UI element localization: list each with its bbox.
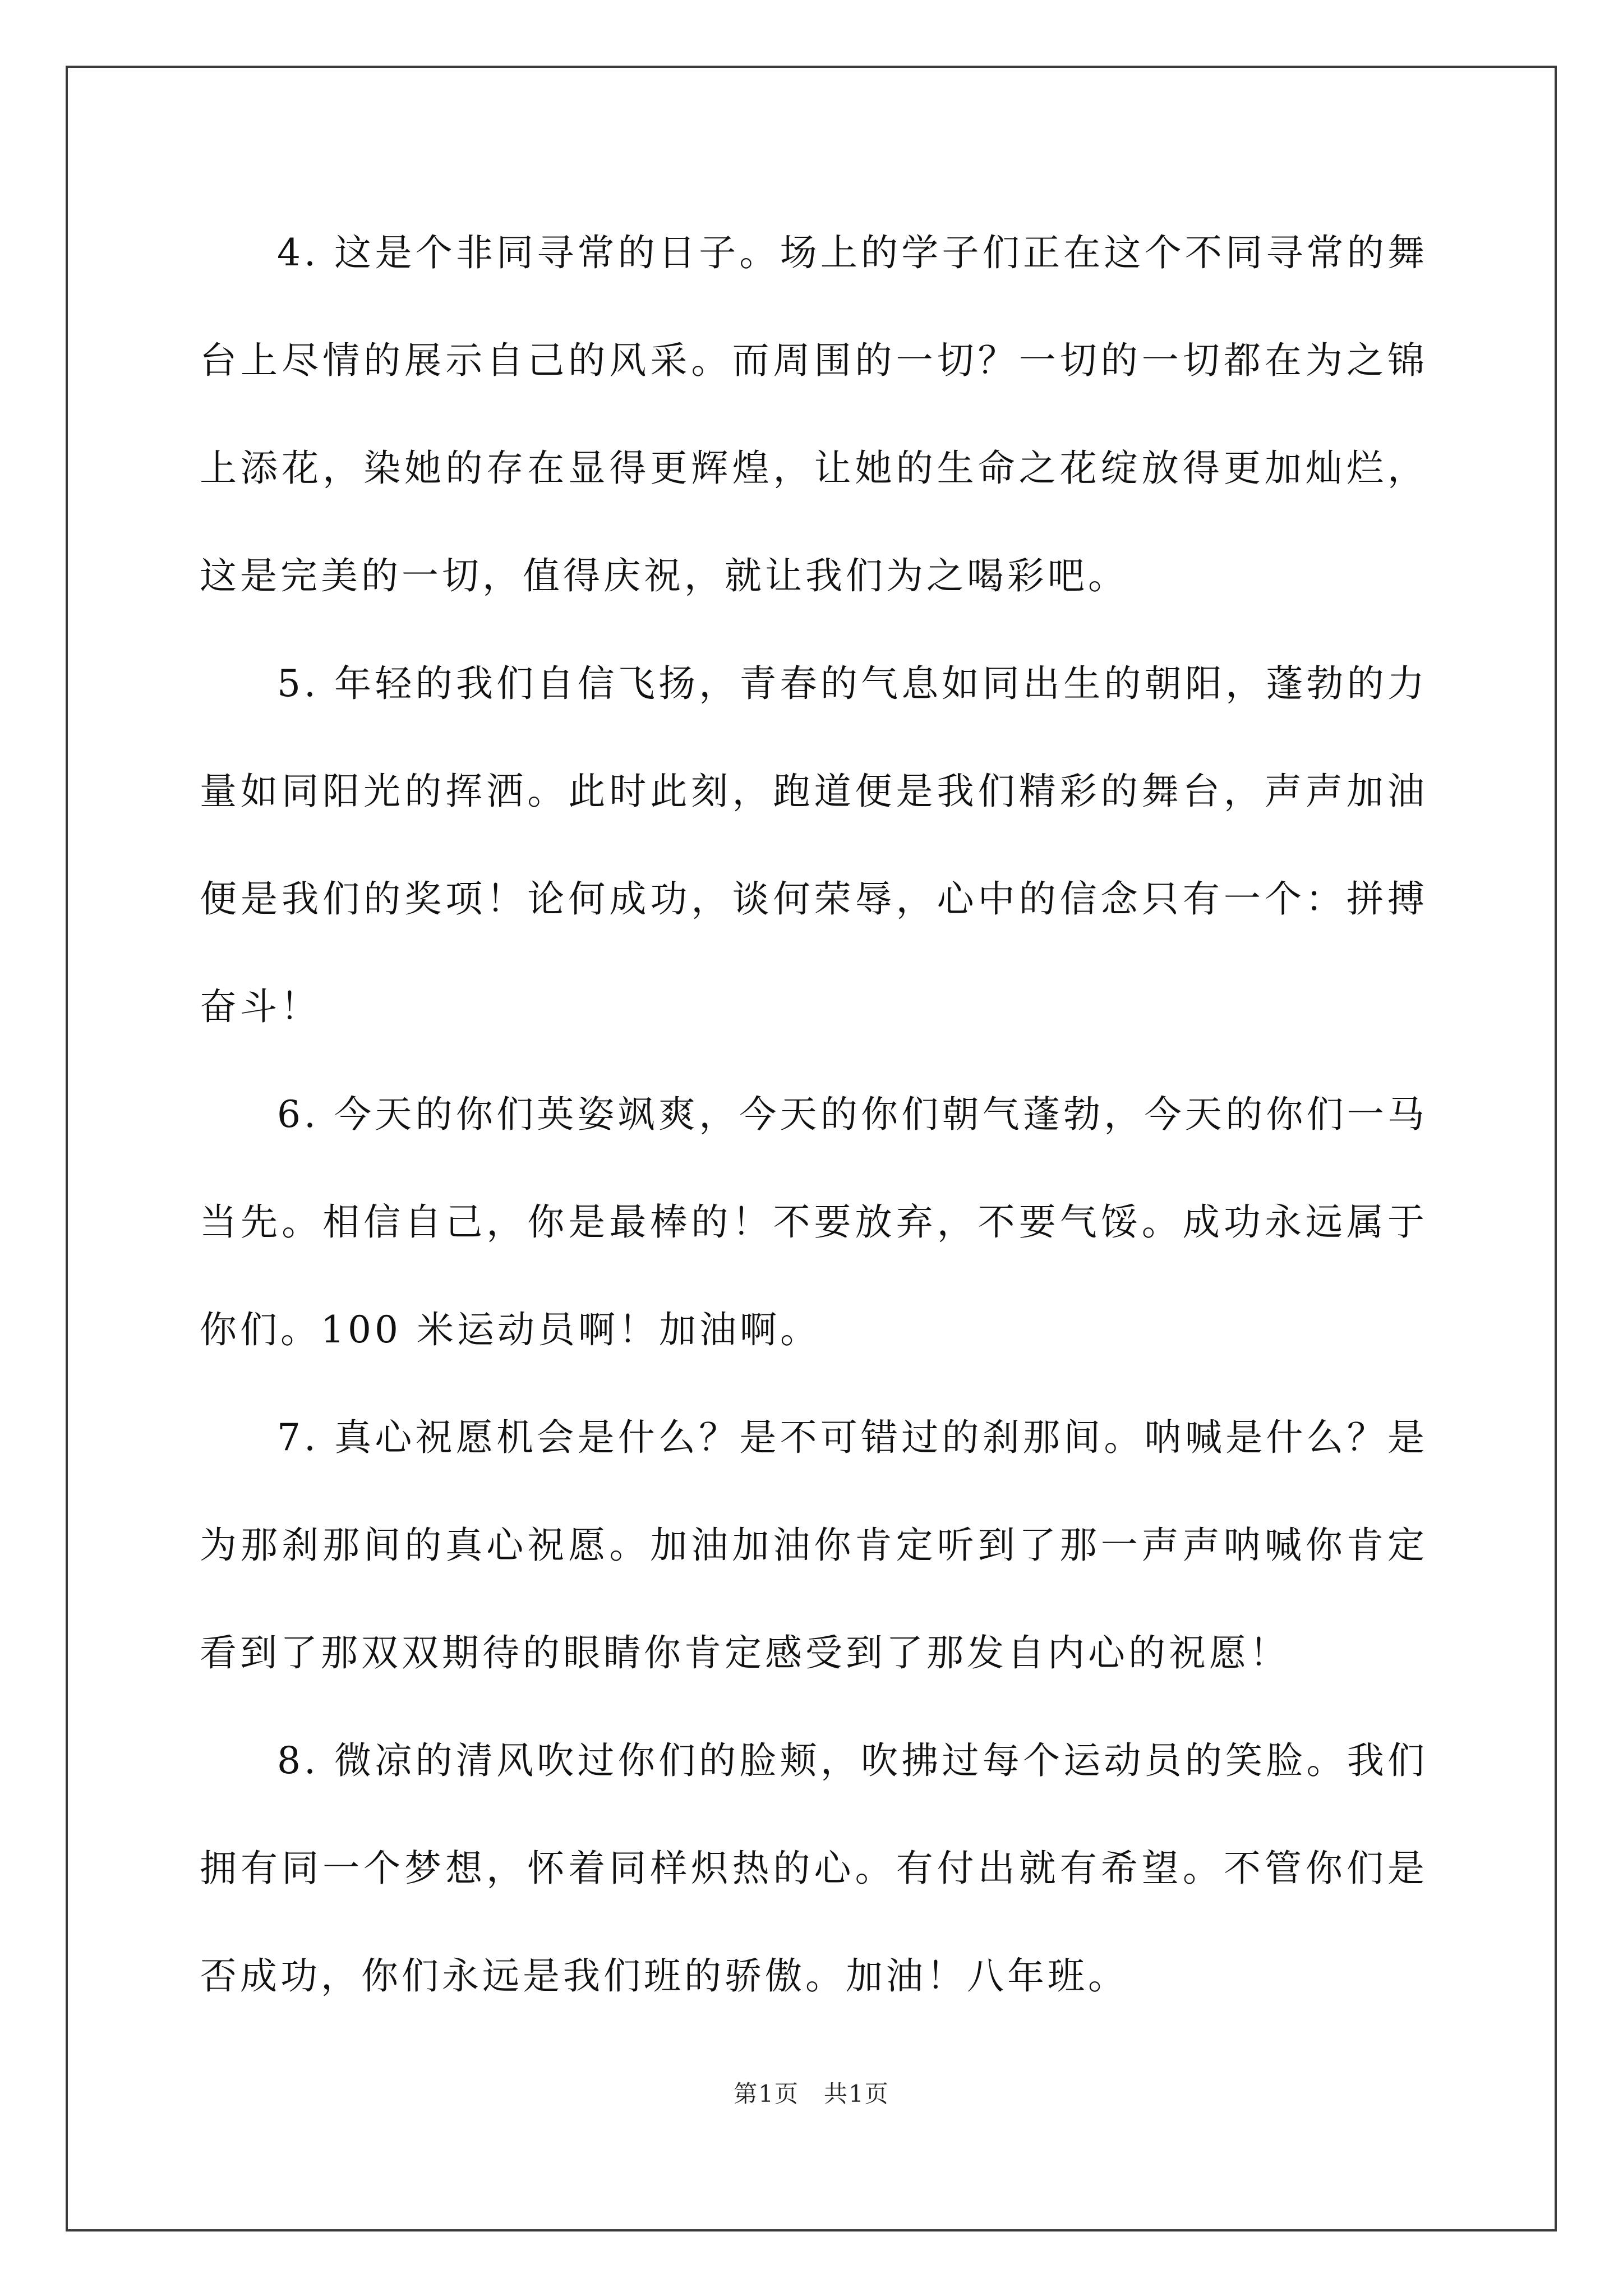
paragraph-5: 5. 年轻的我们自信飞扬，青春的气息如同出生的朝阳，蓬勃的力量如同阳光的挥洒。此时此刻，跑道便是我们精彩的舞台，声声加油便是我们的奖项！论何成功，谈何荣辱，心中的信念只有一个：拼搏奋斗！ bbox=[200, 662, 1428, 1028]
paragraph-8: 8. 微凉的清风吹过你们的脸颊，吹拂过每个运动员的笑脸。我们拥有同一个梦想，怀着同样炽热的心。有付出就有希望。不管你们是否成功，你们永远是我们班的骄傲。加油！八年班。 bbox=[200, 1739, 1428, 1998]
document-body bbox=[200, 199, 1428, 2030]
paragraph-6: 6. 今天的你们英姿飒爽，今天的你们朝气蓬勃，今天的你们一马当先。相信自己，你是最棒的！不要放弃，不要气馁。成功永远属于你们。100 米运动员啊！加油啊。 bbox=[200, 1093, 1428, 1351]
paragraph-4: 4. 这是个非同寻常的日子。场上的学子们正在这个不同寻常的舞台上尽情的展示自己的风采。而周围的一切？一切的一切都在为之锦上添花，染她的存在显得更辉煌，让她的生命之花绽放得更加灿烂，这是完美的一切，值得庆祝，就让我们为之喝彩吧。 bbox=[200, 231, 1428, 597]
page-footer: 第1页 共1页 bbox=[734, 2080, 889, 2108]
paragraph-7: 7. 真心祝愿机会是什么？是不可错过的刹那间。呐喊是什么？是为那刹那间的真心祝愿。加油加油你肯定听到了那一声声呐喊你肯定看到了那双双期待的眼睛你肯定感受到了那发自内心的祝愿！ bbox=[200, 1416, 1428, 1674]
